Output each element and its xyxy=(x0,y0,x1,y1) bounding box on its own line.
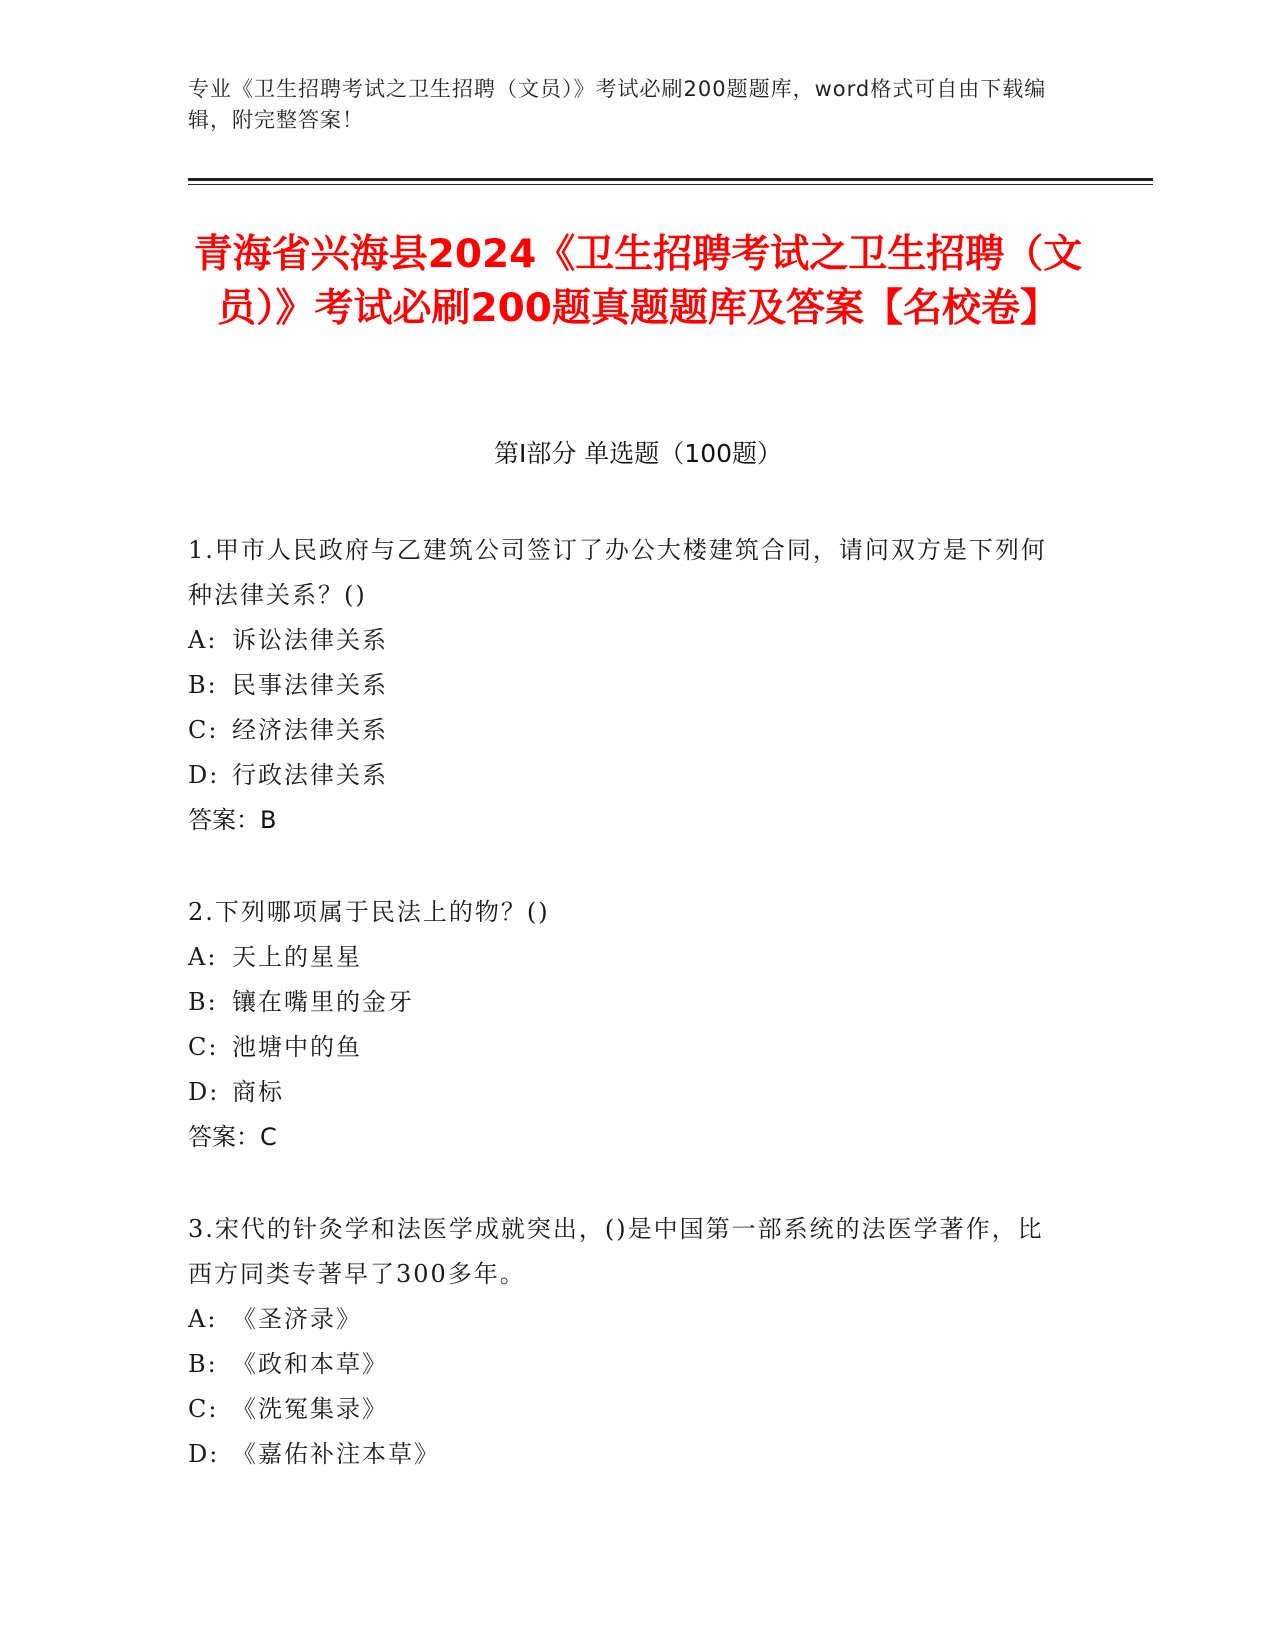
option-key: B: xyxy=(188,988,218,1016)
question-1 xyxy=(188,528,1068,843)
question-2 xyxy=(188,890,1068,1160)
option-key: D: xyxy=(188,761,220,789)
option-key: B: xyxy=(188,671,218,699)
option-key: D: xyxy=(188,1440,220,1468)
answer-line: 答案：B xyxy=(188,806,277,834)
option-b xyxy=(188,1342,1068,1387)
question-stem: 1.甲市人民政府与乙建筑公司签订了办公大楼建筑合同，请问双方是下列何种法律关系？() xyxy=(188,536,1047,609)
option-text: 经济法律关系 xyxy=(232,716,388,744)
document-title: 青海省兴海县2024《卫生招聘考试之卫生招聘（文员）》考试必刷200题真题题库及答案【名校卷】 xyxy=(193,232,1083,331)
option-d xyxy=(188,753,1068,798)
question-stem: 2.下列哪项属于民法上的物？() xyxy=(188,898,550,926)
option-c xyxy=(188,1025,1068,1070)
option-d xyxy=(188,1070,1068,1115)
section-title: 第Ⅰ部分 单选题（100题） xyxy=(493,439,783,468)
option-text: 《洗冤集录》 xyxy=(232,1395,388,1423)
option-key: B: xyxy=(188,1350,218,1378)
question-3 xyxy=(188,1207,1068,1477)
option-key: C: xyxy=(188,1033,219,1061)
option-text: 行政法律关系 xyxy=(232,761,388,789)
option-text: 镶在嘴里的金牙 xyxy=(232,988,414,1016)
question-stem: 3.宋代的针灸学和法医学成就突出，()是中国第一部系统的法医学著作，比西方同类专著早了300多年。 xyxy=(188,1215,1044,1288)
option-key: A: xyxy=(188,626,218,654)
option-a xyxy=(188,1297,1068,1342)
option-key: D: xyxy=(188,1078,220,1106)
option-key: A: xyxy=(188,943,218,971)
option-key: C: xyxy=(188,1395,219,1423)
option-a xyxy=(188,935,1068,980)
option-text: 商标 xyxy=(232,1078,284,1106)
option-text: 《圣济录》 xyxy=(232,1305,362,1333)
option-text: 天上的星星 xyxy=(232,943,362,971)
option-text: 民事法律关系 xyxy=(232,671,388,699)
answer-line: 答案：C xyxy=(188,1123,277,1151)
option-text: 《嘉佑补注本草》 xyxy=(232,1440,440,1468)
option-text: 诉讼法律关系 xyxy=(232,626,388,654)
question-list xyxy=(188,528,1068,1524)
option-b xyxy=(188,663,1068,708)
header-rule-thick xyxy=(188,178,1153,181)
header-rule-thin xyxy=(188,184,1153,185)
option-b xyxy=(188,980,1068,1025)
option-text: 《政和本草》 xyxy=(232,1350,388,1378)
option-key: A: xyxy=(188,1305,218,1333)
option-c xyxy=(188,708,1068,753)
option-key: C: xyxy=(188,716,219,744)
option-a xyxy=(188,618,1068,663)
option-d xyxy=(188,1432,1068,1477)
option-c xyxy=(188,1387,1068,1432)
option-text: 池塘中的鱼 xyxy=(232,1033,362,1061)
header-note: 专业《卫生招聘考试之卫生招聘（文员）》考试必刷200题题库，word格式可自由下载编辑，附完整答案！ xyxy=(188,77,1047,132)
